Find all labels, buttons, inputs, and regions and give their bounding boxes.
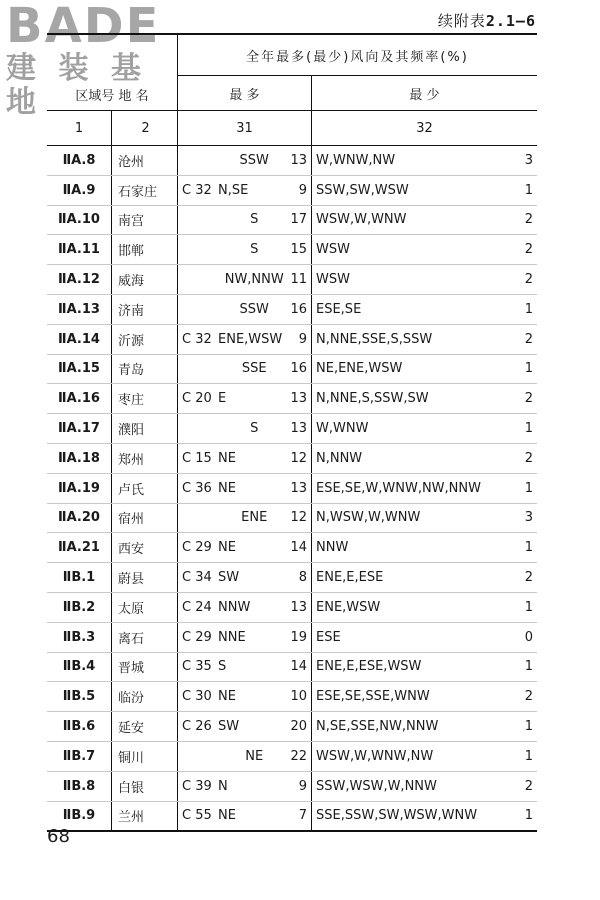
header-num-32: 32 <box>312 111 538 146</box>
most-direction: SSW <box>239 152 269 168</box>
cell-least-frequent <box>312 682 538 712</box>
cell-region-id: ⅡB.6 <box>47 712 112 742</box>
cell-site-name: 铜川 <box>112 741 178 771</box>
cell-site-name: 延安 <box>112 712 178 742</box>
cell-least-frequent <box>312 384 538 414</box>
least-direction: N,NNE,SSE,S,SSW <box>316 331 433 347</box>
least-frequency: 2 <box>524 212 533 228</box>
cell-site-name: 宿州 <box>112 503 178 533</box>
cell-region-id: ⅡA.18 <box>47 443 112 473</box>
cell-least-frequent <box>312 622 538 652</box>
cell-site-name: 太原 <box>112 592 178 622</box>
least-direction: WSW <box>316 242 350 258</box>
cell-least-frequent <box>312 175 538 205</box>
least-frequency: 0 <box>524 629 533 645</box>
most-direction: E <box>218 391 227 407</box>
most-calm-value <box>182 272 218 287</box>
most-direction: ENE,WSW <box>218 331 283 347</box>
cell-most-frequent <box>178 443 312 473</box>
least-frequency: 2 <box>524 391 533 407</box>
cell-site-name: 蔚县 <box>112 563 178 593</box>
least-direction: ENE,WSW <box>316 599 381 615</box>
cell-most-frequent <box>178 265 312 295</box>
least-direction: SSW,WSW,W,NNW <box>316 778 437 794</box>
cell-region-id: ⅡA.17 <box>47 414 112 444</box>
most-calm-value: C 34 <box>182 570 212 586</box>
cell-region-id: ⅡB.9 <box>47 801 112 831</box>
cell-region-id: ⅡA.16 <box>47 384 112 414</box>
most-frequency: 8 <box>298 570 307 586</box>
least-frequency: 3 <box>524 510 533 526</box>
cell-site-name: 兰州 <box>112 801 178 831</box>
cell-least-frequent <box>312 533 538 563</box>
table-row <box>47 771 537 801</box>
table-row <box>47 294 537 324</box>
table-row <box>47 563 537 593</box>
cell-region-id: ⅡB.8 <box>47 771 112 801</box>
header-group-label: 全年最多(最少)风向及其频率(%) <box>178 34 538 76</box>
most-direction: S <box>250 421 259 437</box>
most-calm-value: C 36 <box>182 480 212 496</box>
most-frequency: 17 <box>290 212 307 228</box>
cell-least-frequent <box>312 265 538 295</box>
cell-region-id: ⅡA.11 <box>47 235 112 265</box>
least-direction: N,NNW <box>316 450 363 466</box>
least-direction: ESE,SE,W,WNW,NW,NNW <box>316 480 481 496</box>
least-frequency: 2 <box>524 331 533 347</box>
cell-site-name: 白银 <box>112 771 178 801</box>
table-row <box>47 801 537 831</box>
title-prefix: 续附表 <box>437 12 486 30</box>
most-direction: NE <box>218 808 236 824</box>
most-frequency: 20 <box>290 719 307 735</box>
cell-most-frequent <box>178 414 312 444</box>
cell-site-name: 威海 <box>112 265 178 295</box>
cell-site-name: 离石 <box>112 622 178 652</box>
cell-most-frequent <box>178 294 312 324</box>
most-calm-value: C 35 <box>182 659 212 675</box>
most-frequency: 9 <box>298 182 307 198</box>
table-row <box>47 235 537 265</box>
most-direction: NNW <box>218 599 251 615</box>
least-direction: NE,ENE,WSW <box>316 361 403 377</box>
cell-least-frequent <box>312 294 538 324</box>
least-direction: WSW,W,WNW,NW <box>316 748 434 764</box>
header-id-site: 区域号 地 名 <box>47 34 178 111</box>
most-calm-value: C 29 <box>182 629 212 645</box>
least-direction: ESE,SE <box>316 301 362 317</box>
most-calm-value: C 29 <box>182 540 212 556</box>
least-direction: W,WNW <box>316 421 369 437</box>
least-direction: WSW <box>316 272 350 288</box>
table-row <box>47 146 537 176</box>
cell-region-id: ⅡA.10 <box>47 205 112 235</box>
most-frequency: 9 <box>298 778 307 794</box>
least-direction: ESE <box>316 629 341 645</box>
most-calm-value <box>182 153 218 168</box>
cell-most-frequent <box>178 682 312 712</box>
most-frequency: 7 <box>298 808 307 824</box>
table-row <box>47 324 537 354</box>
most-frequency: 22 <box>290 748 307 764</box>
least-frequency: 1 <box>524 421 533 437</box>
cell-region-id: ⅡB.2 <box>47 592 112 622</box>
table-row <box>47 682 537 712</box>
cell-region-id: ⅡA.12 <box>47 265 112 295</box>
table-row <box>47 503 537 533</box>
cell-region-id: ⅡB.3 <box>47 622 112 652</box>
cell-site-name: 南宫 <box>112 205 178 235</box>
least-direction: SSE,SSW,SW,WSW,WNW <box>316 808 478 824</box>
table-title <box>438 10 536 31</box>
most-frequency: 13 <box>290 421 307 437</box>
most-frequency: 16 <box>290 301 307 317</box>
table-row <box>47 205 537 235</box>
most-frequency: 14 <box>290 540 307 556</box>
cell-region-id: ⅡA.8 <box>47 146 112 176</box>
least-frequency: 2 <box>524 450 533 466</box>
most-direction: SW <box>218 719 240 735</box>
least-direction: SSW,SW,WSW <box>316 182 409 198</box>
cell-most-frequent <box>178 563 312 593</box>
table-row <box>47 652 537 682</box>
most-frequency: 9 <box>298 331 307 347</box>
least-direction: WSW,W,WNW <box>316 212 407 228</box>
most-calm-value: C 30 <box>182 689 212 705</box>
cell-site-name: 郑州 <box>112 443 178 473</box>
least-frequency: 1 <box>524 748 533 764</box>
cell-least-frequent <box>312 741 538 771</box>
cell-site-name: 西安 <box>112 533 178 563</box>
cell-most-frequent <box>178 324 312 354</box>
most-direction: SSE <box>241 361 267 377</box>
most-calm-value <box>182 510 218 525</box>
table-row <box>47 533 537 563</box>
cell-site-name: 枣庄 <box>112 384 178 414</box>
most-direction: NE <box>218 689 236 705</box>
cell-most-frequent <box>178 712 312 742</box>
most-frequency: 12 <box>290 450 307 466</box>
cell-region-id: ⅡA.9 <box>47 175 112 205</box>
cell-region-id: ⅡB.5 <box>47 682 112 712</box>
most-frequency: 12 <box>290 510 307 526</box>
cell-least-frequent <box>312 354 538 384</box>
least-frequency: 2 <box>524 570 533 586</box>
cell-most-frequent <box>178 741 312 771</box>
cell-least-frequent <box>312 146 538 176</box>
table-row <box>47 622 537 652</box>
most-calm-value: C 20 <box>182 391 212 407</box>
cell-most-frequent <box>178 354 312 384</box>
page-number: 68 <box>47 826 70 847</box>
cell-most-frequent <box>178 652 312 682</box>
most-calm-value: C 15 <box>182 450 212 466</box>
cell-least-frequent <box>312 414 538 444</box>
table-row <box>47 414 537 444</box>
cell-most-frequent <box>178 801 312 831</box>
table-row <box>47 473 537 503</box>
most-frequency: 10 <box>290 689 307 705</box>
most-direction: N,SE <box>218 182 249 198</box>
least-frequency: 1 <box>524 540 533 556</box>
least-direction: ENE,E,ESE <box>316 570 384 586</box>
cell-least-frequent <box>312 563 538 593</box>
most-direction: S <box>250 212 259 228</box>
cell-site-name: 石家庄 <box>112 175 178 205</box>
most-frequency: 16 <box>290 361 307 377</box>
header-num-1: 1 <box>47 111 112 146</box>
most-calm-value <box>182 242 218 257</box>
most-frequency: 15 <box>290 242 307 258</box>
most-calm-value <box>182 749 218 764</box>
most-frequency: 13 <box>290 480 307 496</box>
table-row <box>47 741 537 771</box>
least-frequency: 1 <box>524 361 533 377</box>
least-frequency: 1 <box>524 599 533 615</box>
cell-most-frequent <box>178 235 312 265</box>
table-row <box>47 354 537 384</box>
cell-site-name: 晋城 <box>112 652 178 682</box>
cell-region-id: ⅡA.20 <box>47 503 112 533</box>
least-frequency: 2 <box>524 272 533 288</box>
cell-region-id: ⅡB.4 <box>47 652 112 682</box>
most-frequency: 19 <box>290 629 307 645</box>
least-frequency: 2 <box>524 242 533 258</box>
most-calm-value: C 26 <box>182 719 212 735</box>
least-direction: ESE,SE,SSE,WNW <box>316 689 430 705</box>
most-direction: NW,NNW <box>224 272 284 288</box>
most-direction: NE <box>218 480 236 496</box>
table-row <box>47 175 537 205</box>
header-least: 最 少 <box>409 87 440 103</box>
cell-most-frequent <box>178 175 312 205</box>
most-direction: S <box>250 242 259 258</box>
most-calm-value <box>182 361 218 376</box>
most-calm-value: C 39 <box>182 778 212 794</box>
most-calm-value: C 55 <box>182 808 212 824</box>
cell-region-id: ⅡA.13 <box>47 294 112 324</box>
most-calm-value <box>182 212 218 227</box>
wind-frequency-table <box>47 33 537 832</box>
cell-most-frequent <box>178 771 312 801</box>
most-direction: NE <box>245 748 264 764</box>
header-num-2: 2 <box>112 111 178 146</box>
most-frequency: 11 <box>290 272 307 288</box>
cell-region-id: ⅡA.15 <box>47 354 112 384</box>
least-frequency: 3 <box>524 152 533 168</box>
header-most: 最 多 <box>178 76 312 111</box>
most-direction: ENE <box>241 510 268 526</box>
cell-site-name: 济南 <box>112 294 178 324</box>
least-frequency: 1 <box>524 301 533 317</box>
cell-region-id: ⅡB.1 <box>47 563 112 593</box>
cell-site-name: 沂源 <box>112 324 178 354</box>
cell-most-frequent <box>178 503 312 533</box>
header-num-31: 31 <box>178 111 312 146</box>
cell-most-frequent <box>178 384 312 414</box>
most-frequency: 13 <box>290 391 307 407</box>
least-direction: NNW <box>316 540 349 556</box>
least-direction: N,NNE,S,SSW,SW <box>316 391 429 407</box>
least-direction: W,WNW,NW <box>316 152 396 168</box>
cell-least-frequent <box>312 801 538 831</box>
watermark-text-bottom: 建 装 基 地 <box>6 51 147 120</box>
most-calm-value: C 32 <box>182 182 212 198</box>
most-frequency: 13 <box>290 152 307 168</box>
least-frequency: 1 <box>524 480 533 496</box>
most-direction: NE <box>218 540 236 556</box>
cell-region-id: ⅡA.21 <box>47 533 112 563</box>
table-body <box>47 146 537 832</box>
most-direction: N <box>218 778 228 794</box>
cell-region-id: ⅡA.14 <box>47 324 112 354</box>
cell-most-frequent <box>178 533 312 563</box>
table-row <box>47 712 537 742</box>
cell-site-name: 邯郸 <box>112 235 178 265</box>
most-direction: S <box>218 659 227 675</box>
cell-least-frequent <box>312 503 538 533</box>
most-direction: SSW <box>239 301 269 317</box>
cell-region-id: ⅡA.19 <box>47 473 112 503</box>
cell-least-frequent <box>312 712 538 742</box>
least-direction: N,SE,SSE,NW,NNW <box>316 719 439 735</box>
most-calm-value <box>182 302 218 317</box>
cell-least-frequent <box>312 235 538 265</box>
table-row <box>47 384 537 414</box>
least-frequency: 1 <box>524 808 533 824</box>
table-row <box>47 592 537 622</box>
most-calm-value: C 24 <box>182 599 212 615</box>
cell-site-name: 卢氏 <box>112 473 178 503</box>
least-direction: N,WSW,W,WNW <box>316 510 421 526</box>
most-direction: NNE <box>218 629 246 645</box>
cell-least-frequent <box>312 771 538 801</box>
most-frequency: 13 <box>290 599 307 615</box>
cell-site-name: 青岛 <box>112 354 178 384</box>
cell-most-frequent <box>178 146 312 176</box>
most-frequency: 14 <box>290 659 307 675</box>
title-code: 2.1—6 <box>485 12 536 30</box>
most-direction: NE <box>218 450 236 466</box>
table-row <box>47 443 537 473</box>
least-frequency: 1 <box>524 659 533 675</box>
cell-most-frequent <box>178 592 312 622</box>
most-calm-value <box>182 421 218 436</box>
least-frequency: 2 <box>524 778 533 794</box>
cell-least-frequent <box>312 443 538 473</box>
cell-least-frequent <box>312 473 538 503</box>
least-frequency: 1 <box>524 182 533 198</box>
least-frequency: 1 <box>524 719 533 735</box>
least-frequency: 2 <box>524 689 533 705</box>
cell-least-frequent <box>312 324 538 354</box>
cell-region-id: ⅡB.7 <box>47 741 112 771</box>
cell-site-name: 沧州 <box>112 146 178 176</box>
cell-least-frequent <box>312 205 538 235</box>
cell-most-frequent <box>178 205 312 235</box>
cell-most-frequent <box>178 473 312 503</box>
least-direction: ENE,E,ESE,WSW <box>316 659 422 675</box>
cell-site-name: 临汾 <box>112 682 178 712</box>
table-row <box>47 265 537 295</box>
cell-least-frequent <box>312 592 538 622</box>
cell-most-frequent <box>178 622 312 652</box>
cell-site-name: 濮阳 <box>112 414 178 444</box>
watermark-text-top: BADE <box>6 0 161 54</box>
cell-least-frequent <box>312 652 538 682</box>
most-direction: SW <box>218 570 240 586</box>
most-calm-value: C 32 <box>182 331 212 347</box>
